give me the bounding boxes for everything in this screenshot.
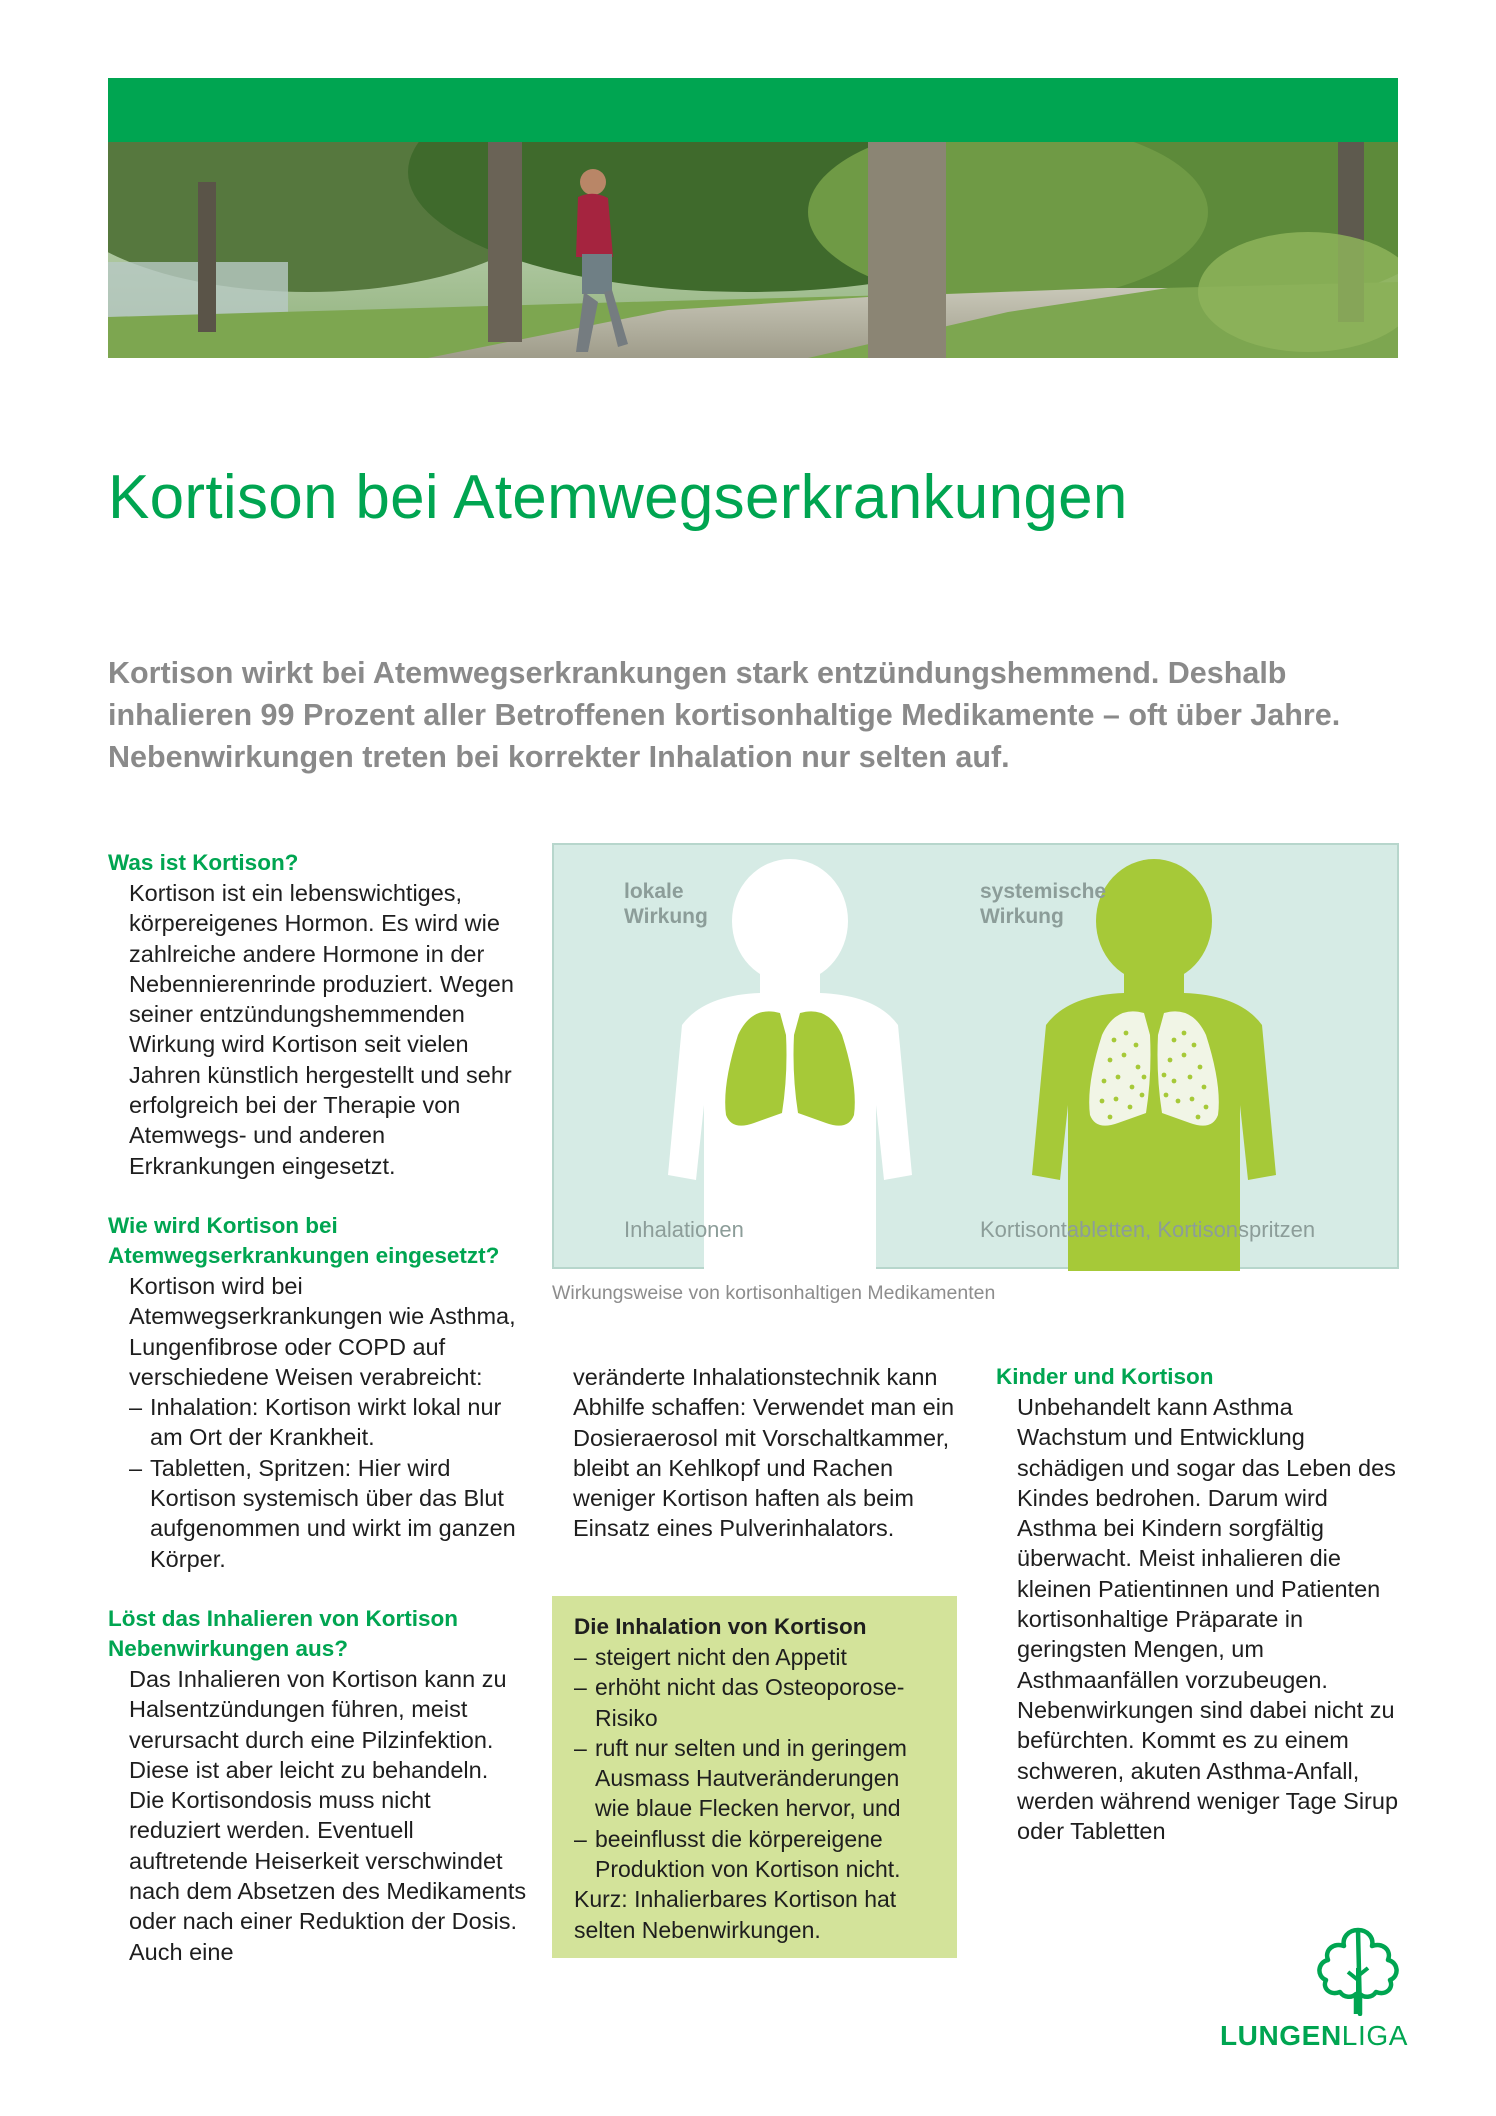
lead-paragraph: Kortison wirkt bei Atemwegserkrankungen stark entzündungshemmend. Deshalb inhalieren 99 Prozent aller Betroffenen kortisonhaltige Medikamente – oft über Jahre. Nebenwirkungen treten bei korrekter Inhalation nur selten auf. [108,656,1341,774]
logo-text-light: LIGA [1341,2020,1408,2051]
page-title: Kortison bei Atemwegserkrankungen [108,463,1128,532]
forest-jogger-image [108,142,1398,358]
info-box-footer: Kurz: Inhalierbares Kortison hat selten Nebenwirkungen. [574,1886,897,1943]
section-heading: Wie wird Kortison bei Atemwegserkrankungen eingesetzt? [108,1212,500,1268]
list-dash: – [574,1825,587,1852]
section-text: Kortison wird bei Atemwegserkrankungen wie Asthma, Lungenfibrose oder COPD auf verschiedene Weisen verabreicht: [129,1272,516,1390]
label-inhalationen: Inhalationen [624,1217,744,1242]
lungenliga-logo [1208,1924,1408,2064]
logo-wordmark [1208,2020,1408,2052]
list-item [108,1392,528,1453]
column-left [108,848,528,1997]
section-was-ist-kortison [108,848,528,1181]
section-heading: Kinder und Kortison [996,1364,1214,1389]
section-text: Kortison ist ein lebenswichtiges, körpereigenes Hormon. Es wird wie zahlreiche andere Hormone in der Nebennierenrinde produziert. Wegen seiner entzündungshemmenden Wirkung wird Kortison seit vielen Jahren künstlich hergestellt und sehr erfolgreich bei der Therapie von Atemwegs- und anderen Erkrankungen eingesetzt. [129,880,514,1179]
info-box-item [574,1824,937,1885]
section-nebenwirkungen [108,1604,528,1967]
info-box-item [574,1642,937,1672]
header-green-bar [108,78,1398,142]
column-right [996,1362,1406,1846]
info-box-heading: Die Inhalation von Kortison [574,1614,867,1639]
label-lokale-wirkung: lokale Wirkung [624,880,708,928]
info-box-item-text: erhöht nicht das Osteoporose-Risiko [595,1674,905,1731]
label-kortisontabletten: Kortisontabletten, Kortisonspritzen [980,1217,1316,1242]
list-dash: – [129,1454,143,1481]
list-item-text: Tabletten, Spritzen: Hier wird Kortison systemisch über das Blut aufgenommen und wirkt im ganzen Körper. [150,1454,516,1572]
list-dash: – [574,1644,587,1670]
figure-caption: Wirkungsweise von kortisonhaltigen Medikamenten [552,1282,996,1304]
info-box-item-text: beeinflusst die körpereigene Produktion von Kortison nicht. [595,1825,901,1883]
tree-icon [1308,1924,1408,2016]
section-text: Unbehandelt kann Asthma Wachstum und Entwicklung schädigen und sogar das Leben des Kindes bedrohen. Darum wird Asthma bei Kindern sorgfältig überwacht. Meist inhalieren die kleinen Patientinnen und Patienten kortisonhaltige Präparate in geringsten Mengen, um Asthmaanfällen vorzubeugen. Nebenwirkungen sind dabei nicht zu befürchten. Kommt es zu einem schweren, akuten Asthma-Anfall, werden während weniger Tage Sirup oder Tabletten [1017,1394,1399,1845]
list-item-text: Inhalation: Kortison wirkt lokal nur am Ort der Krankheit. [150,1394,502,1451]
section-text: Das Inhalieren von Kortison kann zu Halsentzündungen führen, meist verursacht durch eine Pilzinfektion. Diese ist aber leicht zu behandeln. Die Kortisondosis muss nicht reduziert werden. Eventuell auftretende Heiserkeit verschwindet nach dem Absetzen des Medikaments oder nach einer Reduktion der Dosis. Auch eine [129,1665,527,1965]
section-heading: Was ist Kortison? [108,850,299,875]
hero-photo [108,142,1398,358]
section-wie-wird-kortison-eingesetzt [108,1211,528,1574]
logo-text-bold: LUNGEN [1219,2020,1342,2051]
label-systemische-wirkung: systemische Wirkung [980,880,1107,928]
info-box-item [574,1672,937,1733]
info-box-inhalation [552,1596,957,1958]
list-item [108,1453,528,1574]
figure-lung-diagram [552,843,1399,1269]
section-text-continuation: veränderte Inhalationstechnik kann Abhilfe schaffen: Verwendet man ein Dosieraerosol mit Vorschaltkammer, bleibt an Kehlkopf und Rachen weniger Kortison haften als beim Einsatz eines Pulverinhalators. [573,1364,955,1542]
info-box-item-text: steigert nicht den Appetit [595,1644,847,1670]
list-dash: – [129,1394,143,1421]
info-box-item [574,1733,937,1824]
list-dash: – [574,1674,587,1701]
column-middle [552,1362,962,1544]
info-box-item-text: ruft nur selten und in geringem Ausmass Hautveränderungen wie blaue Flecken hervor, und [595,1734,907,1822]
list-dash: – [574,1734,587,1761]
section-heading: Löst das Inhalieren von Kortison Nebenwirkungen aus? [108,1605,459,1661]
